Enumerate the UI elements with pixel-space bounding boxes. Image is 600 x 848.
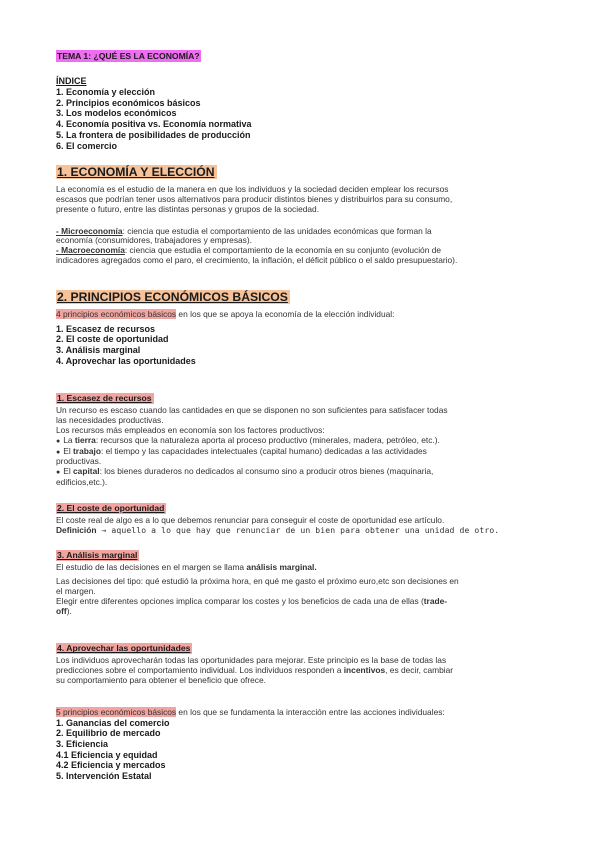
term-incentivos: incentivos bbox=[343, 665, 386, 676]
term-trabajo: trabajo bbox=[73, 445, 101, 456]
text-line: el margen. bbox=[56, 585, 96, 596]
text-span: , es decir, cambiar bbox=[385, 665, 454, 676]
text-span: : ciencia que estudia el comportamiento de la economía en su conjunto (evolución de bbox=[124, 245, 442, 256]
text-span: → aquello a lo que hay que renunciar de un bien para obtener una unidad de otro. bbox=[96, 524, 500, 535]
term-analisis-marginal: análisis marginal. bbox=[246, 562, 317, 573]
index-item: 4. Economía positiva vs. Economía normativa bbox=[56, 119, 252, 130]
text-line: las necesidades productivas. bbox=[56, 415, 164, 426]
list-item: 3. Análisis marginal bbox=[56, 345, 141, 355]
subsection-1-heading: 1. Escasez de recursos bbox=[57, 393, 152, 404]
text-span: predicciones sobre el comportamiento individual. Los individuos responden a bbox=[56, 665, 344, 676]
text-span: : los bienes duraderos no dedicados al consumo sino a producir otros bienes (maquinaria, bbox=[99, 466, 434, 477]
index-item: 6. El comercio bbox=[56, 140, 118, 151]
term-trade-off: trade- bbox=[423, 595, 448, 606]
section-2-lead bbox=[56, 310, 550, 320]
index-item: 5. La frontera de posibilidades de producción bbox=[56, 129, 251, 140]
text-line: escasos que podrían tener usos alternativos para producir distintos bienes y distribuirlos para su consumo, bbox=[56, 194, 453, 205]
highlight-phrase: 5 principios económicos básicos bbox=[56, 706, 177, 717]
macroeconomia-term: - Macroeconomía bbox=[56, 245, 125, 256]
list-item: 4.1 Eficiencia y equidad bbox=[56, 749, 158, 760]
subsection-2-heading: 2. El coste de oportunidad bbox=[57, 502, 165, 513]
text-span: ). bbox=[66, 605, 72, 616]
definition-term: Definición bbox=[56, 524, 97, 535]
text-line: economía (consumidores, trabajadores y empresas). bbox=[56, 235, 252, 246]
text-line bbox=[56, 563, 550, 573]
term-capital: capital bbox=[73, 466, 100, 477]
microeconomia-term: - Microeconomía bbox=[56, 225, 123, 236]
section-2-heading: 2. PRINCIPIOS ECONÓMICOS BÁSICOS bbox=[57, 289, 288, 304]
index-title: ÍNDICE bbox=[56, 76, 87, 86]
definition-line bbox=[56, 526, 550, 536]
text-span: El bbox=[63, 466, 74, 477]
text-span: : recursos que la naturaleza aporta al proceso productivo (minerales, madera, petróleo, etc.). bbox=[95, 434, 440, 445]
text-line bbox=[56, 607, 550, 617]
text-line: La economía es el estudio de la manera en que los individuos y la sociedad deciden emplear los recursos bbox=[56, 184, 449, 195]
text-span: Elegir entre diferentes opciones implica comparar los costes y los beneficios de cada una de ellas ( bbox=[56, 595, 424, 606]
list-item: 2. El coste de oportunidad bbox=[56, 334, 169, 345]
text-span: La bbox=[63, 434, 75, 445]
subsection-4-heading: 4. Aprovechar las oportunidades bbox=[57, 643, 191, 654]
text-line: El coste real de algo es a lo que debemos renunciar para conseguir el coste de oportunidad ese artículo. bbox=[56, 514, 445, 525]
text-line: indicadores agregados como el paro, el crecimiento, la inflación, el déficit público o el saldo presupuestario). bbox=[56, 255, 458, 265]
index-list bbox=[56, 87, 550, 151]
highlight-phrase: 4 principios económicos básicos bbox=[56, 308, 177, 319]
principles-list bbox=[56, 324, 550, 367]
section-3-lead bbox=[56, 708, 550, 718]
list-item: 4.2 Eficiencia y mercados bbox=[56, 760, 166, 771]
text-line: Un recurso es escaso cuando las cantidades en que se disponen no son suficientes para satisfacer todas bbox=[56, 405, 448, 416]
index-item: 2. Principios económicos básicos bbox=[56, 97, 201, 108]
interaction-principles-list bbox=[56, 718, 550, 782]
text-line: edificios,etc.). bbox=[56, 476, 108, 487]
list-item: 4. Aprovechar las oportunidades bbox=[56, 355, 196, 366]
index-item: 1. Economía y elección bbox=[56, 87, 156, 97]
list-item: 2. Equilibrio de mercado bbox=[56, 728, 161, 739]
text-span: en los que se fundamenta la interacción entre las acciones individuales: bbox=[176, 706, 445, 717]
list-item: 1. Ganancias del comercio bbox=[56, 717, 170, 728]
text-span: El bbox=[63, 445, 74, 456]
bullet-capital bbox=[56, 467, 550, 478]
text-span: : ciencia que estudia el comportamiento de las unidades económicas que forman la bbox=[122, 225, 432, 236]
document-page bbox=[56, 46, 550, 782]
text-line: su comportamiento para obtener el beneficio que ofrece. bbox=[56, 674, 266, 685]
text-line: Los individuos aprovecharán todas las oportunidades para mejorar. Este principio es la base de todas las bbox=[56, 655, 447, 666]
text-line: Las decisiones del tipo: qué estudió la próxima hora, en qué me gasto el próximo euro,etc son decisiones en bbox=[56, 576, 459, 587]
text-span: en los que se apoya la economía de la elección individual: bbox=[176, 308, 395, 319]
section-1-intro bbox=[56, 185, 550, 214]
section-1-heading: 1. ECONOMÍA Y ELECCIÓN bbox=[57, 165, 215, 180]
index-item: 3. Los modelos económicos bbox=[56, 108, 177, 119]
text-line bbox=[56, 597, 550, 607]
subsection-3-heading: 3. Análisis marginal bbox=[57, 550, 138, 561]
topic-title: TEMA 1: ¿QUÉ ES LA ECONOMÍA? bbox=[57, 51, 200, 61]
text-line: presente o futuro, entre las distintas personas y grupos de la sociedad. bbox=[56, 203, 320, 214]
text-span: El estudio de las decisiones en el margen se llama bbox=[56, 562, 247, 573]
bullet-trabajo bbox=[56, 447, 550, 458]
list-item: 5. Intervención Estatal bbox=[56, 771, 152, 782]
term-tierra: tierra bbox=[74, 434, 96, 445]
term-trade-off: off bbox=[56, 605, 67, 616]
list-item: 3. Eficiencia bbox=[56, 738, 109, 749]
text-line: productivas. bbox=[56, 456, 102, 467]
text-span: : el tiempo y las capacidades intelectuales (capital humano) dedicadas a las actividades bbox=[100, 445, 427, 456]
text-line: Los recursos más empleados en economía son los factores productivos: bbox=[56, 425, 325, 435]
list-item: 1. Escasez de recursos bbox=[56, 323, 156, 334]
